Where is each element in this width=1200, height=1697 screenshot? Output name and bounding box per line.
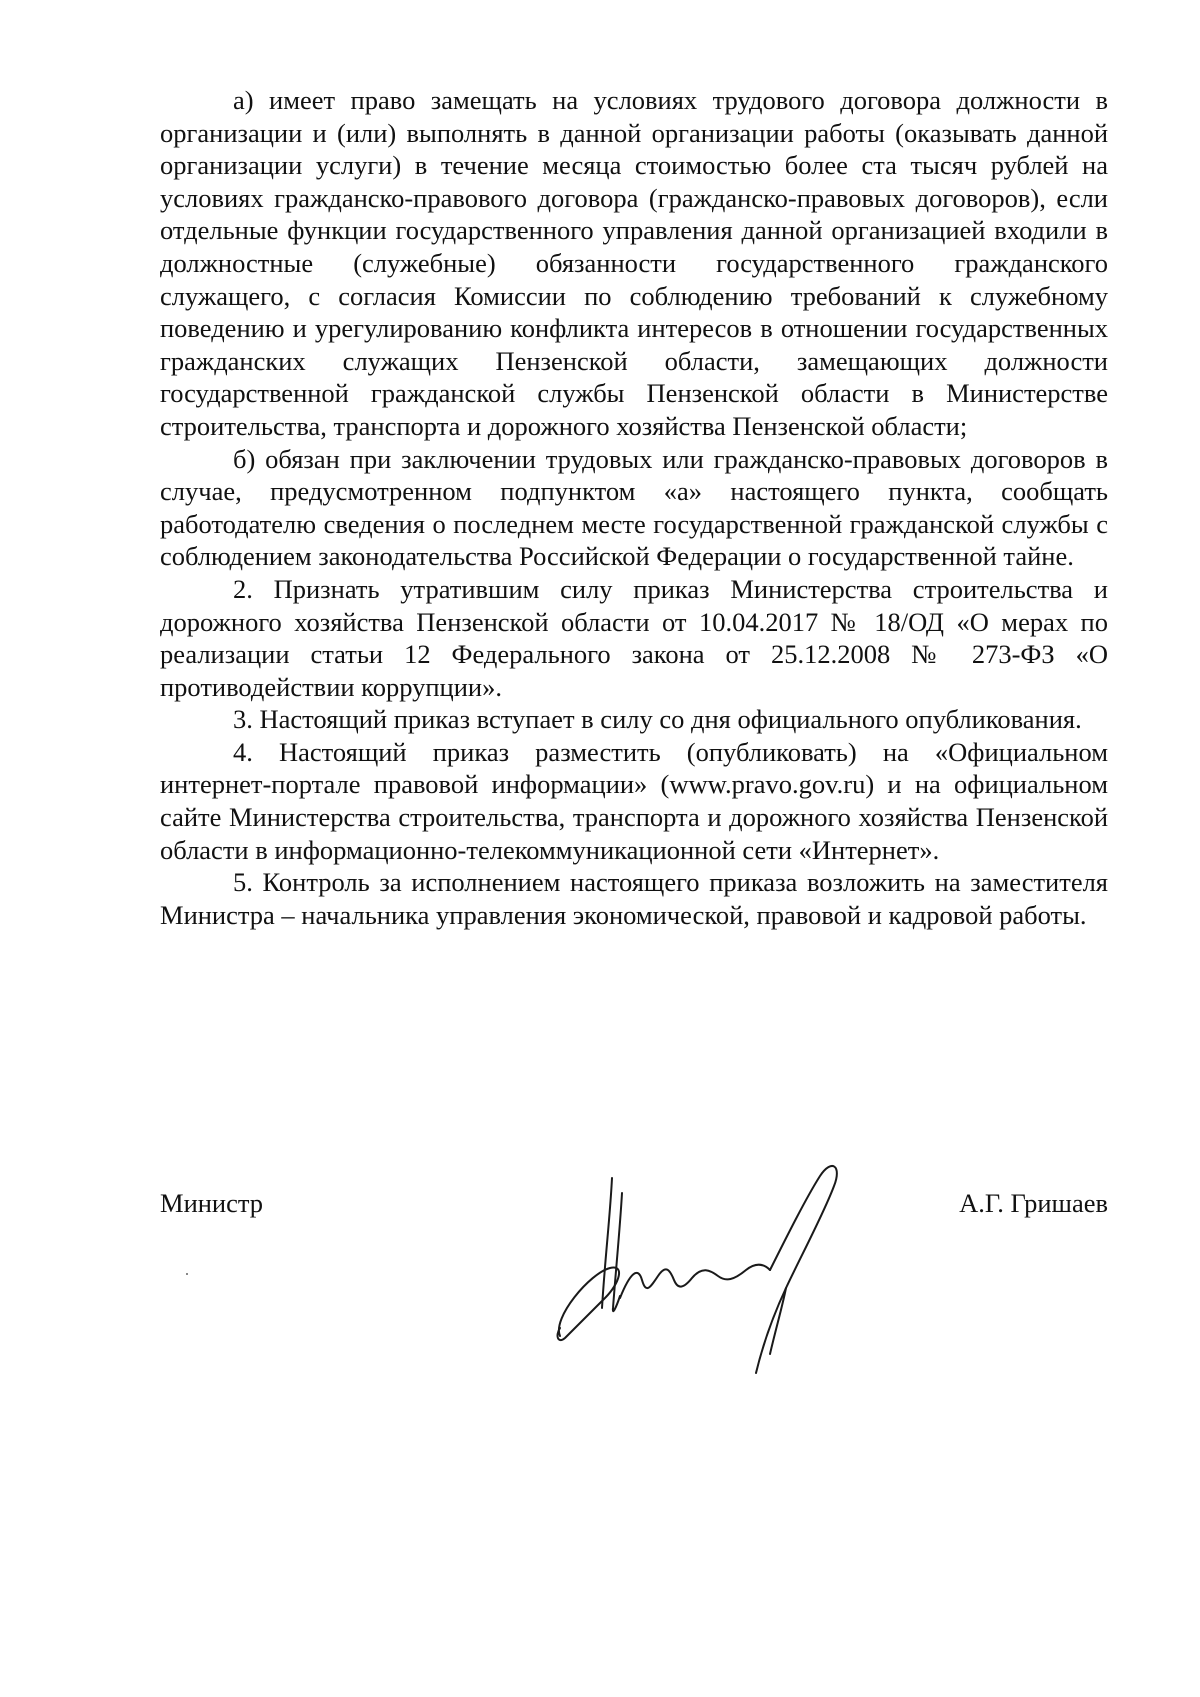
paragraph-item-4: 4. Настоящий приказ разместить (опубликовать) на «Официальном интернет-портале правовой информации» (www.pravo.gov.ru) и на официальном сайте Министерства строительства, транспорта и дорожного хозяйства Пензенской области в информационно-телекоммуникационной сети «Интернет». bbox=[160, 736, 1108, 865]
paragraph-item-2: 2. Признать утратившим силу приказ Министерства строительства и дорожного хозяйства Пензенской области от 10.04.2017 № 18/ОД «О мерах по реализации статьи 12 Федерального закона от 25.12.2008 № 273-ФЗ «О противодействии коррупции». bbox=[160, 573, 1108, 702]
scan-speck bbox=[186, 1273, 188, 1275]
paragraph-item-b: б) обязан при заключении трудовых или гражданско-правовых договоров в случае, предусмотренном подпунктом «а» настоящего пункта, сообщать работодателю сведения о последнем месте государственной гражданской службы с соблюдением законодательства Российской Федерации о государственной тайне. bbox=[160, 443, 1108, 572]
paragraph-item-5: 5. Контроль за исполнением настоящего приказа возложить на заместителя Министра – начальника управления экономической, правовой и кадровой работы. bbox=[160, 867, 1108, 930]
signatory-role: Министр bbox=[160, 1188, 264, 1218]
document-body bbox=[160, 84, 1108, 931]
signature-block bbox=[160, 1180, 1108, 1340]
signatory-name: А.Г. Гришаев bbox=[959, 1188, 1108, 1218]
handwritten-signature bbox=[550, 1158, 850, 1390]
paragraph-item-3: 3. Настоящий приказ вступает в силу со дня официального опубликования. bbox=[233, 704, 1082, 735]
paragraph-item-a: а) имеет право замещать на условиях трудового договора должности в организации и (или) выполнять в данной организации работы (оказывать данной организации услуги) в течение месяца стоимостью более ста тысяч рублей на условиях гражданско-правового договора (гражданско-правовых договоров), если отдельные функции государственного управления данной организацией входили в должностные (служебные) обязанности государственного гражданского служащего, с согласия Комиссии по соблюдению требований к служебному поведению и урегулированию конфликта интересов в отношении государственных гражданских служащих Пензенской области, замещающих должности государственной гражданской службы Пензенской области в Министерстве строительства, транспорта и дорожного хозяйства Пензенской области; bbox=[160, 85, 1108, 441]
